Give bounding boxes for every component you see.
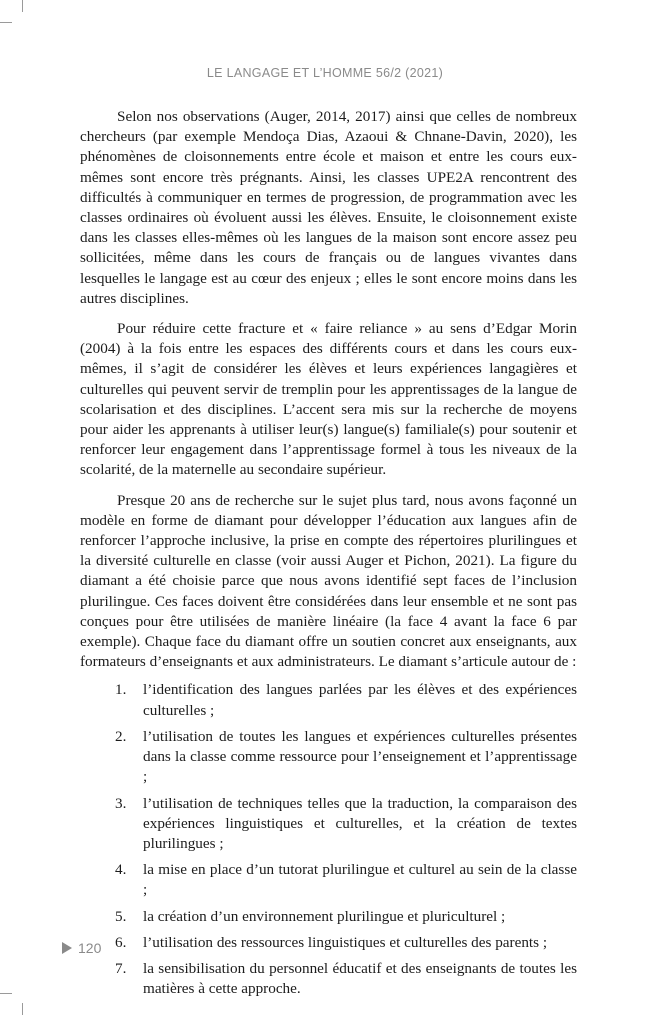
crop-mark-top-left-vertical: [22, 0, 23, 12]
diamond-faces-list: [80, 680, 577, 999]
list-number: 1.: [115, 681, 127, 699]
list-item: [80, 907, 577, 927]
main-text: [80, 107, 577, 1005]
list-item: [80, 680, 577, 720]
list-item: [80, 860, 577, 900]
paragraph: Selon nos observations (Auger, 2014, 2017) ainsi que celles de nombreux chercheurs (par exemple Mendoça Dias, Azaoui & Chnane-Davin, 2020), les phénomènes de cloisonnements entre école et maison et entre les cours eux-mêmes sont encore très prégnants. Ainsi, les classes UPE2A rencontrent des difficultés à communiquer en termes de progression, de programmation avec les classes ordinaires où évoluent aussi les élèves. Ensuite, le cloisonnement existe dans les classes elles-mêmes où les langues de la maison sont encore assez peu sollicitées, même dans les cours de français ou de langues vivantes dans lesquelles le langage est au cœur des enjeux ; elles le sont encore moins dans les autres disciplines.: [80, 108, 577, 307]
list-number: 4.: [115, 861, 127, 879]
crop-mark-bottom-left-vertical: [22, 1003, 23, 1015]
paragraph: Pour réduire cette fracture et « faire reliance » au sens d’Edgar Morin (2004) à la fois entre les espaces des différents cours et dans les cours eux-mêmes, il s’agit de considérer les élèves et leurs expériences langagières et culturelles qui peuvent servir de tremplin pour les apprentissages de la langue de scolarisation et des disciplines. L’accent sera mis sur la recherche de moyens pour aider les apprenants à utiliser leur(s) langue(s) familiale(s) pour soutenir et renforcer leur engagement dans l’apprentissage formel à tous les niveaux de la scolarité, de la maternelle au secondaire supérieur.: [80, 320, 577, 479]
list-text: l’utilisation des ressources linguistiques et culturelles des parents ;: [143, 933, 548, 951]
list-text: la mise en place d’un tutorat plurilingue et culturel au sein de la classe ;: [143, 861, 577, 899]
list-number: 3.: [115, 794, 127, 812]
list-text: l’utilisation de toutes les langues et expériences culturelles présentes dans la classe comme ressource pour l’enseignement et l’apprentissage ;: [143, 727, 577, 786]
page-number: 120: [78, 940, 102, 956]
list-text: l’identification des langues parlées par les élèves et des expériences culturelles ;: [143, 681, 577, 719]
paragraph: Presque 20 ans de recherche sur le sujet plus tard, nous avons façonné un modèle en forme de diamant pour développer l’éducation aux langues afin de renforcer l’approche inclusive, la prise en compte des répertoires plurilingues et la diversité culturelle en classe (voir aussi Auger et Pichon, 2021). La figure du diamant a été choisie parce que nous avons identifié sept faces de l’inclusion plurilingue. Ces faces doivent être considérées dans leur ensemble et ne sont pas conçues pour être utilisées de manière linéaire (la face 4 avant la face 6 par exemple). Chaque face du diamant offre un soutien concret aux enseignants, aux formateurs d’enseignants et aux administrateurs. Le diamant s’articule autour de :: [80, 491, 577, 671]
list-item: [80, 959, 577, 999]
crop-mark-bottom-left-horizontal: [0, 993, 12, 994]
list-item: [80, 794, 577, 855]
list-number: 7.: [115, 959, 127, 977]
list-number: 2.: [115, 727, 127, 745]
list-text: l’utilisation de techniques telles que la traduction, la comparaison des expériences linguistiques et culturelles, et la création de textes plurilingues ;: [143, 794, 577, 852]
list-text: la création d’un environnement plurilingue et pluriculturel ;: [143, 907, 506, 925]
list-number: 5.: [115, 907, 127, 925]
list-item: [80, 933, 577, 953]
page-footer: [62, 940, 101, 956]
triangle-right-icon: [62, 942, 72, 954]
list-number: 6.: [115, 933, 127, 951]
list-text: la sensibilisation du personnel éducatif et des enseignants de toutes les matières à cette approche.: [143, 959, 577, 998]
crop-mark-top-left-horizontal: [0, 22, 12, 23]
list-item: [80, 727, 577, 788]
running-head: LE LANGAGE ET L’HOMME 56/2 (2021): [206, 66, 444, 80]
